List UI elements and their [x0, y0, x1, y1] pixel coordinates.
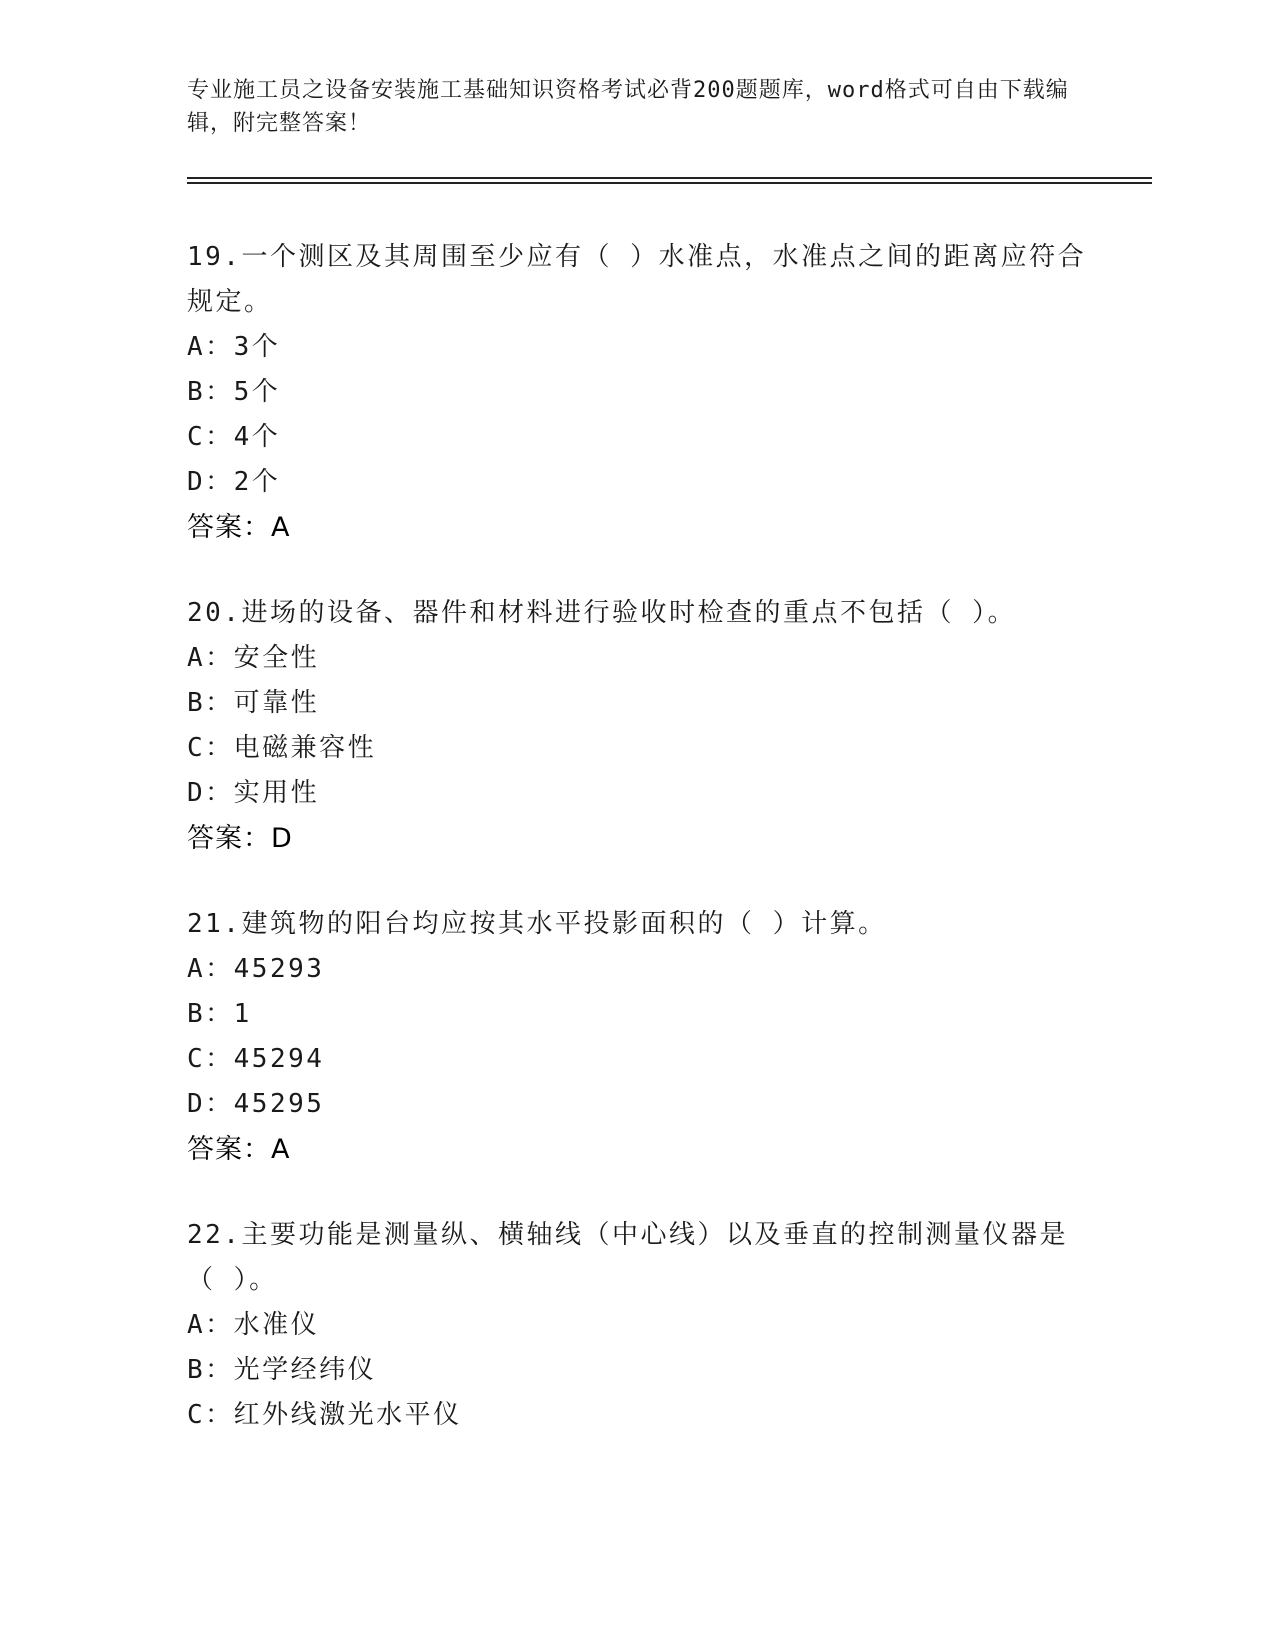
option-c: C：4个: [187, 422, 281, 452]
question-21: [187, 902, 1087, 1173]
option-a: A：45293: [187, 954, 325, 984]
option-d: D：45295: [187, 1089, 325, 1119]
option-b: B：5个: [187, 377, 281, 407]
question-stem: 20.进场的设备、器件和材料进行验收时检查的重点不包括（ ）。: [187, 598, 1017, 628]
answer-label: 答案：D: [187, 823, 293, 854]
option-b: B：可靠性: [187, 688, 320, 718]
answer-label: 答案：A: [187, 512, 291, 543]
question-stem: 22.主要功能是测量纵、横轴线（中心线）以及垂直的控制测量仪器是（ ）。: [187, 1220, 1068, 1295]
question-list: [187, 235, 1087, 1478]
option-c: C：45294: [187, 1044, 325, 1074]
option-c: C：电磁兼容性: [187, 733, 377, 763]
header-divider-top: [187, 177, 1152, 179]
option-d: D：实用性: [187, 778, 320, 808]
option-a: A：安全性: [187, 643, 320, 673]
question-stem: 21.建筑物的阳台均应按其水平投影面积的（ ）计算。: [187, 909, 887, 939]
header-divider-bottom: [187, 182, 1152, 184]
option-a: A：3个: [187, 332, 281, 362]
document-header: 专业施工员之设备安装施工基础知识资格考试必背200题题库，word格式可自由下载编辑，附完整答案！: [187, 78, 1069, 136]
option-b: B：光学经纬仪: [187, 1355, 377, 1385]
option-c: C：红外线激光水平仪: [187, 1400, 462, 1430]
option-a: A：水准仪: [187, 1310, 320, 1340]
question-19: [187, 235, 1087, 551]
option-b: B：1: [187, 999, 252, 1029]
question-stem: 19.一个测区及其周围至少应有（ ）水准点，水准点之间的距离应符合规定。: [187, 242, 1087, 317]
question-20: [187, 591, 1087, 862]
question-22: [187, 1213, 1087, 1438]
answer-label: 答案：A: [187, 1134, 291, 1165]
option-d: D：2个: [187, 467, 281, 497]
